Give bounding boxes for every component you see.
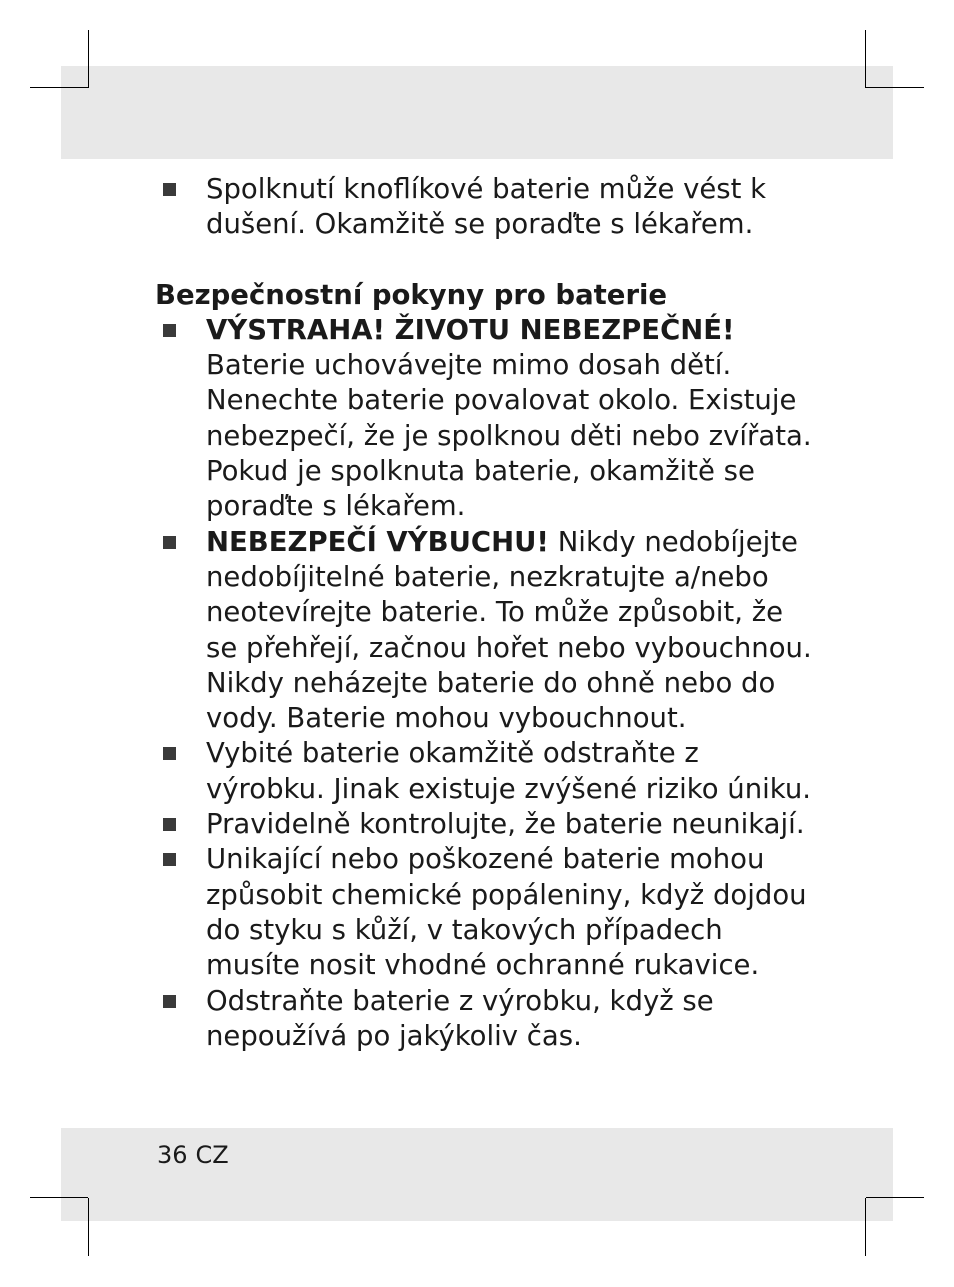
list-item [155,525,815,737]
square-bullet-icon [163,995,176,1008]
crop-mark [30,87,88,88]
list-item [155,807,815,842]
square-bullet-icon [163,853,176,866]
language-code: CZ [195,1141,229,1169]
list-item [155,172,815,243]
crop-mark [88,30,89,88]
warning-label: VÝSTRAHA! ŽIVOTU NEBEZPEČNÉ! [206,313,735,346]
crop-mark [866,87,924,88]
warning-label: NEBEZPEČÍ VÝBUCHU! [206,525,549,558]
crop-mark [30,1197,88,1198]
square-bullet-icon [163,536,176,549]
crop-mark [865,30,866,88]
list-item [155,313,815,525]
page-footer [157,1139,237,1171]
crop-mark [865,1198,866,1256]
list-item-text: Unikající nebo poškozené baterie mohou způsobit chemické popáleniny, když dojdou do styku s kůží, v takových případech musíte nosit vhodné ochranné rukavice. [206,843,807,982]
list-item [155,736,815,807]
list-item-text: Pravidelně kontrolujte, že baterie neunikají. [206,808,805,841]
list-item-text: Vybité baterie okamžitě odstraňte z výrobku. Jinak existuje zvýšené riziko úniku. [206,737,812,805]
section-heading: Bezpečnostní pokyny pro baterie [155,278,668,311]
list-item-text: Spolknutí knoflíkové baterie může vést k dušení. Okamžitě se poraďte s lékařem. [206,173,767,241]
list-item [155,842,815,983]
list-item-text: Odstraňte baterie z výrobku, když se nepoužívá po jakýkoliv čas. [206,984,714,1052]
list-item-text: Baterie uchovávejte mimo dosah dětí. Nenechte baterie povalovat okolo. Existuje nebezpečí, že je spolknou děti nebo zvířata. Pokud je spolknuta baterie, okamžitě se poraďte s lékařem. [206,349,812,523]
square-bullet-icon [163,324,176,337]
header-band [61,66,893,159]
square-bullet-icon [163,183,176,196]
page-number: 36 [157,1141,188,1169]
crop-mark [88,1198,89,1256]
list-item [155,984,815,1055]
list-item-text: Nikdy nedobíjejte nedobíjitelné baterie, nezkratujte a/nebo neotevírejte baterie. To může způsobit, že se přehřejí, začnou hořet nebo vybouchnou. Nikdy neházejte baterie do ohně nebo do vody. Baterie mohou vybouchnout. [206,525,812,735]
square-bullet-icon [163,818,176,831]
crop-mark [866,1197,924,1198]
page-content [155,172,815,1054]
square-bullet-icon [163,747,176,760]
